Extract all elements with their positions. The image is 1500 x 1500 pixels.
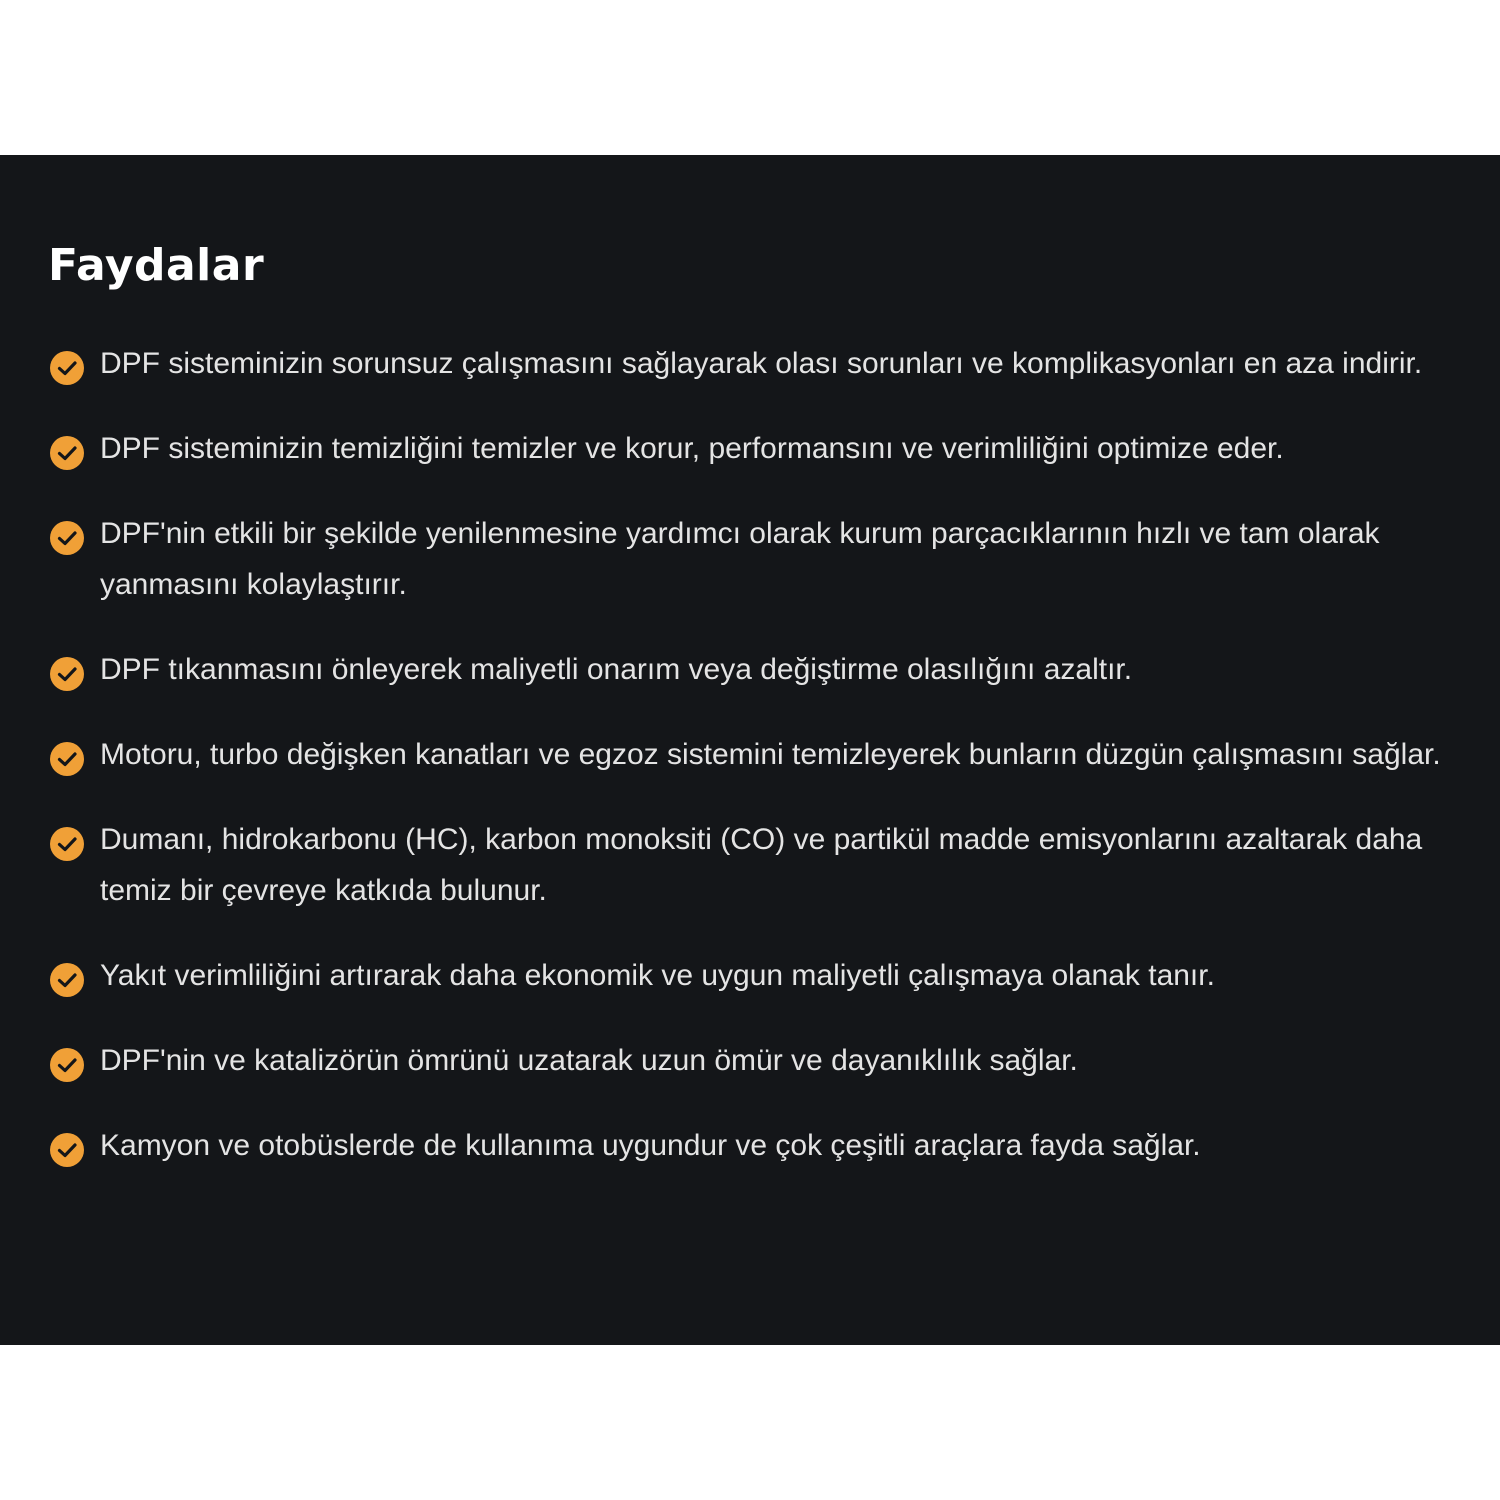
check-circle-icon (50, 351, 84, 385)
list-item (48, 423, 1458, 474)
check-circle-icon (50, 827, 84, 861)
list-item (48, 1035, 1458, 1086)
check-circle-icon (50, 963, 84, 997)
benefit-list (48, 338, 1458, 1205)
list-item (48, 508, 1458, 610)
check-circle-icon (50, 742, 84, 776)
benefit-text: Yakıt verimliliğini artırarak daha ekonomik ve uygun maliyetli çalışmaya olanak tanır. (100, 959, 1215, 992)
list-item (48, 338, 1458, 389)
check-circle-icon (50, 657, 84, 691)
check-circle-icon (50, 436, 84, 470)
benefit-text: DPF'nin etkili bir şekilde yenilenmesine yardımcı olarak kurum parçacıklarının hızlı ve tam olarak yanmasını kolaylaştırır. (100, 517, 1380, 601)
benefit-text: Motoru, turbo değişken kanatları ve egzoz sistemini temizleyerek bunların düzgün çalışmasını sağlar. (100, 738, 1441, 771)
list-item (48, 1120, 1458, 1171)
list-item (48, 950, 1458, 1001)
check-circle-icon (50, 521, 84, 555)
section-title: Faydalar (48, 240, 265, 291)
benefit-text: DPF tıkanmasını önleyerek maliyetli onarım veya değiştirme olasılığını azaltır. (100, 653, 1133, 686)
benefit-text: DPF'nin ve katalizörün ömrünü uzatarak uzun ömür ve dayanıklılık sağlar. (100, 1044, 1078, 1077)
list-item (48, 814, 1458, 916)
benefit-text: DPF sisteminizin sorunsuz çalışmasını sağlayarak olası sorunları ve komplikasyonları en aza indirir. (100, 347, 1423, 380)
benefit-text: DPF sisteminizin temizliğini temizler ve korur, performansını ve verimliliğini optimize eder. (100, 432, 1284, 465)
list-item (48, 729, 1458, 780)
check-circle-icon (50, 1048, 84, 1082)
benefit-text: Dumanı, hidrokarbonu (HC), karbon monoksiti (CO) ve partikül madde emisyonlarını azaltarak daha temiz bir çevreye katkıda bulunur. (100, 823, 1423, 907)
list-item (48, 644, 1458, 695)
check-circle-icon (50, 1133, 84, 1167)
benefit-text: Kamyon ve otobüslerde de kullanıma uygundur ve çok çeşitli araçlara fayda sağlar. (100, 1129, 1201, 1162)
